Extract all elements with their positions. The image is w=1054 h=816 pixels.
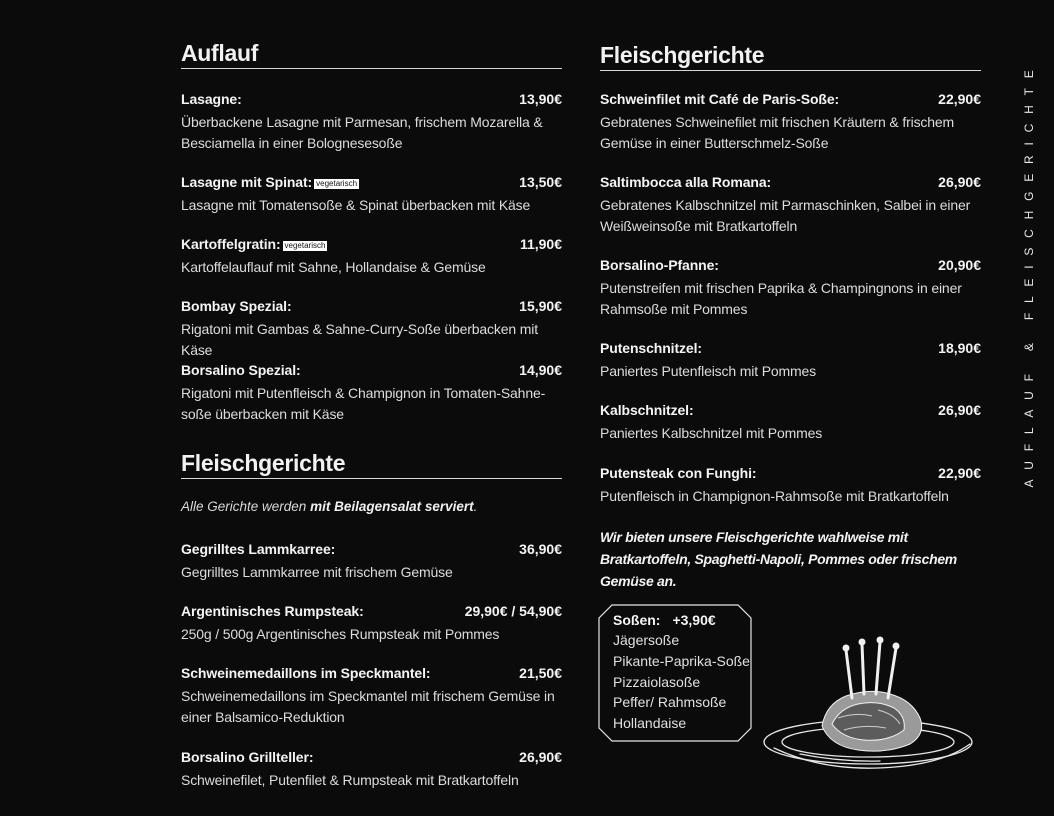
- vertical-section-label-text: AUFLAUF & FLEISCHGERICHTE: [1022, 60, 1036, 488]
- side-dish-note: Wir bieten unsere Fleischgerichte wahlweise mit Bratkartoffeln, Spaghetti-Napoli, Pommes oder frischem Gemüse an.: [600, 529, 957, 589]
- sauce-item: Jägersoße: [613, 632, 680, 648]
- item-price: 36,90€: [519, 541, 562, 557]
- section-heading-fleischgerichte-left: Fleischgerichte: [181, 450, 562, 479]
- item-description: Rigatoni mit Putenfleisch & Champignon in Tomaten-Sahne-soße überbacken mit Käse: [181, 385, 546, 422]
- menu-item-borsalino-grillteller: [181, 749, 562, 791]
- item-name: Saltimbocca alla Romana:: [600, 174, 772, 190]
- sauces-title-text: Soßen:: [613, 612, 661, 628]
- section-heading-fleischgerichte-right: Fleischgerichte: [600, 42, 981, 71]
- item-price: 21,50€: [519, 665, 562, 681]
- item-name: Argentinisches Rumpsteak:: [181, 603, 364, 619]
- salad-note-prefix: Alle Gerichte werden: [181, 499, 311, 514]
- vegetarian-badge: vegetarisch: [284, 241, 326, 250]
- salad-note: [181, 499, 562, 514]
- item-name: Borsalino Grillteller:: [181, 749, 314, 765]
- sauce-item: Hollandaise: [613, 715, 687, 732]
- item-description: Lasagne mit Tomatensoße & Spinat überbacken mit Käse: [181, 197, 531, 213]
- item-description: Rigatoni mit Gambas & Sahne-Curry-Soße überbacken mit Käse: [181, 321, 538, 358]
- salad-note-suffix: .: [473, 499, 478, 514]
- item-price: 26,90€: [519, 749, 562, 765]
- menu-item-saltimbocca: [600, 174, 981, 236]
- menu-item-borsalino-spezial: [181, 362, 562, 424]
- item-price: 22,90€: [938, 91, 981, 107]
- item-price: 14,90€: [519, 362, 562, 378]
- sauces-list: [613, 630, 750, 734]
- menu-item-kartoffelgratin: [181, 236, 562, 278]
- item-price: 18,90€: [938, 340, 981, 356]
- item-description: Kartoffelauflauf mit Sahne, Hollandaise & Gemüse: [181, 259, 486, 275]
- item-description: Gebratenes Kalbschnitzel mit Parmaschinken, Salbei in einer Weißweinsoße mit Bratkartoffeln: [600, 197, 971, 234]
- lamb-dish-illustration: [760, 630, 985, 780]
- item-description: Paniertes Kalbschnitzel mit Pommes: [600, 425, 823, 441]
- item-description: Schweinemedaillons im Speckmantel mit frischem Gemüse in einer Balsamico-Reduktion: [181, 688, 555, 725]
- sauce-item: Peffer/ Rahmsoße: [613, 694, 727, 711]
- item-name: [181, 236, 327, 252]
- item-description: Überbackene Lasagne mit Parmesan, frischem Mozarella & Besciamella in einer Bolognesesoße: [181, 114, 543, 151]
- item-name: Lasagne:: [181, 91, 242, 107]
- menu-item-schweinemedaillons: [181, 665, 562, 727]
- menu-item-kalbschnitzel: [600, 402, 981, 444]
- item-name: Schweinfilet mit Café de Paris-Soße:: [600, 91, 840, 107]
- menu-item-schweinfilet: [600, 91, 981, 153]
- item-price: 13,50€: [519, 174, 562, 190]
- menu-item-putenschnitzel: [600, 340, 981, 382]
- item-description: Putenfleisch in Champignon-Rahmsoße mit Bratkartoffeln: [600, 488, 949, 504]
- item-name-text: Kartoffelgratin:: [181, 236, 281, 252]
- item-price: 20,90€: [938, 257, 981, 273]
- menu-item-borsalino-pfanne: [600, 257, 981, 319]
- item-name: [181, 174, 359, 190]
- menu-item-bombay-spezial: [181, 298, 562, 360]
- item-name: Gegrilltes Lammkarree:: [181, 541, 336, 557]
- item-price: 15,90€: [519, 298, 562, 314]
- menu-item-lammkarree: [181, 541, 562, 583]
- sauces-box: [598, 604, 752, 742]
- menu-item-putensteak-funghi: [600, 465, 981, 507]
- item-price: 29,90€ / 54,90€: [464, 603, 562, 619]
- item-description: Gegrilltes Lammkarree mit frischem Gemüse: [181, 564, 453, 580]
- menu-item-rumpsteak: [181, 603, 562, 645]
- item-name: Borsalino-Pfanne:: [600, 257, 719, 273]
- item-name: Putensteak con Funghi:: [600, 465, 757, 481]
- item-price: 26,90€: [938, 402, 981, 418]
- item-description: Schweinefilet, Putenfilet & Rumpsteak mit Bratkartoffeln: [181, 772, 519, 788]
- sauces-title: [613, 610, 750, 630]
- item-price: 11,90€: [519, 236, 562, 252]
- menu-item-lasagne: [181, 91, 562, 153]
- item-name: Borsalino Spezial:: [181, 362, 301, 378]
- salad-note-bold: mit Beilagensalat serviert: [310, 499, 474, 514]
- sauce-item: Pikante-Paprika-Soße: [613, 652, 750, 669]
- vegetarian-badge: vegetarisch: [316, 179, 358, 188]
- item-description: Paniertes Putenfleisch mit Pommes: [600, 363, 817, 379]
- item-description: 250g / 500g Argentinisches Rumpsteak mit Pommes: [181, 626, 500, 642]
- item-name: Kalbschnitzel:: [600, 402, 694, 418]
- menu-item-lasagne-spinat: [181, 174, 562, 216]
- item-description: Putenstreifen mit frischen Paprika & Champingnons in einer Rahmsoße mit Pommes: [600, 280, 962, 317]
- item-name: Schweinemedaillons im Speckmantel:: [181, 665, 431, 681]
- item-description: Gebratenes Schweinefilet mit frischen Kräutern & frischem Gemüse in einer Butterschmelz-Soße: [600, 114, 955, 151]
- sauces-price: +3,90€: [672, 612, 716, 628]
- section-heading-auflauf: Auflauf: [181, 40, 562, 69]
- item-name-text: Lasagne mit Spinat:: [181, 174, 313, 190]
- item-price: 26,90€: [938, 174, 981, 190]
- item-name: Bombay Spezial:: [181, 298, 292, 314]
- vertical-section-label: [1022, 50, 1036, 498]
- sauces-content: [613, 610, 750, 734]
- item-price: 13,90€: [519, 91, 562, 107]
- item-name: Putenschnitzel:: [600, 340, 702, 356]
- sauce-item: Pizzaiolasoße: [613, 673, 701, 690]
- item-price: 22,90€: [938, 465, 981, 481]
